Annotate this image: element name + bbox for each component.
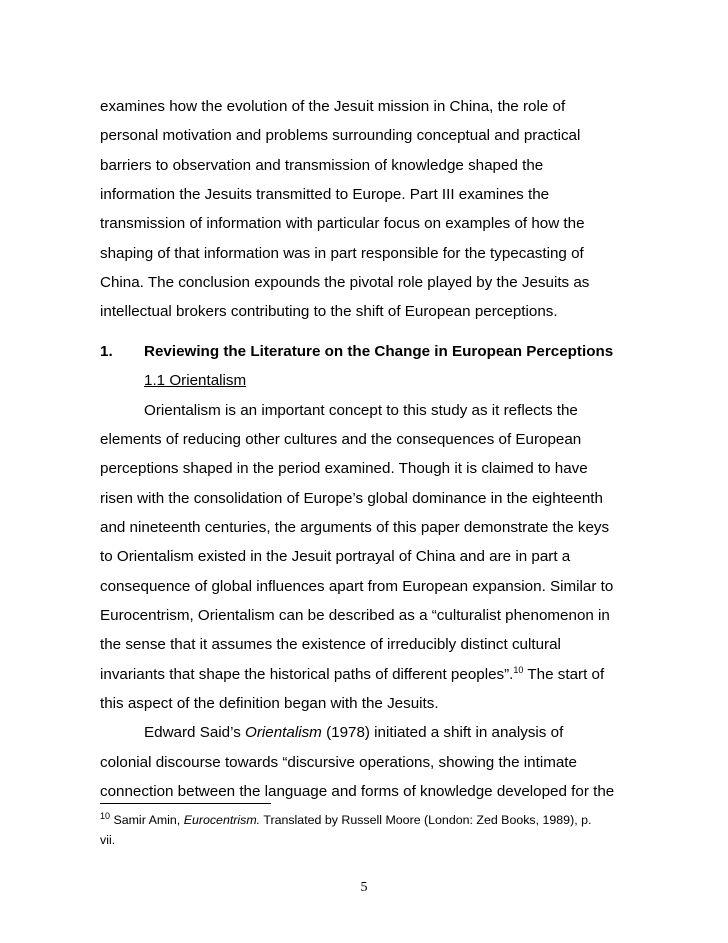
footnote-author: Samir Amin,	[110, 813, 184, 827]
text-line	[100, 660, 640, 689]
footnote-reference: 10	[513, 664, 524, 675]
subsection-line	[100, 366, 640, 395]
footnote-number: 10	[100, 810, 111, 821]
text-line: perceptions shaped in the period examined. Though it is claimed to have	[100, 460, 588, 478]
text-segment: invariants that shape the historical paths of different peoples”.	[100, 665, 514, 683]
page-number: 5	[360, 880, 368, 895]
text-line: China. The conclusion expounds the pivotal role played by the Jesuits as	[100, 274, 590, 292]
book-title: Orientalism	[245, 724, 322, 742]
text-segment: The start of	[523, 665, 605, 683]
text-segment: Edward Said’s	[144, 724, 246, 742]
section-heading	[100, 337, 640, 366]
text-segment: (1978) initiated a shift in analysis of	[321, 724, 564, 742]
text-line: the sense that it assumes the existence of irreducibly distinct cultural	[100, 636, 561, 654]
footnote	[100, 810, 640, 850]
footnote-divider	[100, 803, 271, 804]
text-line: elements of reducing other cultures and the consequences of European	[100, 431, 582, 449]
text-line: shaping of that information was in part responsible for the typecasting of	[100, 244, 584, 262]
text-line: intellectual brokers contributing to the shift of European perceptions.	[100, 303, 558, 321]
text-line: risen with the consolidation of Europe’s global dominance in the eighteenth	[100, 489, 603, 507]
section-title: Reviewing the Literature on the Change in European Perceptions	[144, 343, 614, 360]
text-line: barriers to observation and transmission of knowledge shaped the	[100, 156, 544, 174]
text-line: transmission of information with particular focus on examples of how the	[100, 215, 585, 233]
section-number: 1.	[100, 343, 113, 360]
text-line: consequence of global influences apart from European expansion. Similar to	[100, 577, 614, 595]
text-line: personal motivation and problems surrounding conceptual and practical	[100, 127, 581, 145]
text-line: Eurocentrism, Orientalism can be described as a “culturalist phenomenon in	[100, 607, 610, 625]
text-line: information the Jesuits transmitted to Europe. Part III examines the	[100, 186, 550, 204]
text-line: examines how the evolution of the Jesuit mission in China, the role of	[100, 98, 566, 115]
footnote-book-title: Eurocentrism.	[183, 813, 261, 827]
text-line: Orientalism is an important concept to this study as it reflects the	[144, 401, 578, 419]
intro-paragraph	[100, 92, 640, 327]
footnote-details: Translated by Russell Moore (London: Zed Books, 1989), p.	[260, 813, 592, 827]
text-line	[100, 718, 640, 747]
footnote-line: vii.	[100, 833, 116, 847]
text-line: and nineteenth centuries, the arguments of this paper demonstrate the keys	[100, 519, 610, 537]
text-line: colonial discourse towards “discursive operations, showing the intimate	[100, 753, 577, 771]
text-line: this aspect of the definition began with the Jesuits.	[100, 695, 439, 713]
section-body	[100, 337, 640, 807]
footnote-line	[100, 810, 640, 830]
text-line: connection between the language and forms of knowledge developed for the	[100, 783, 615, 801]
subsection-title: 1.1 Orientalism	[144, 372, 247, 390]
text-line: to Orientalism existed in the Jesuit portrayal of China and are in part a	[100, 548, 571, 566]
